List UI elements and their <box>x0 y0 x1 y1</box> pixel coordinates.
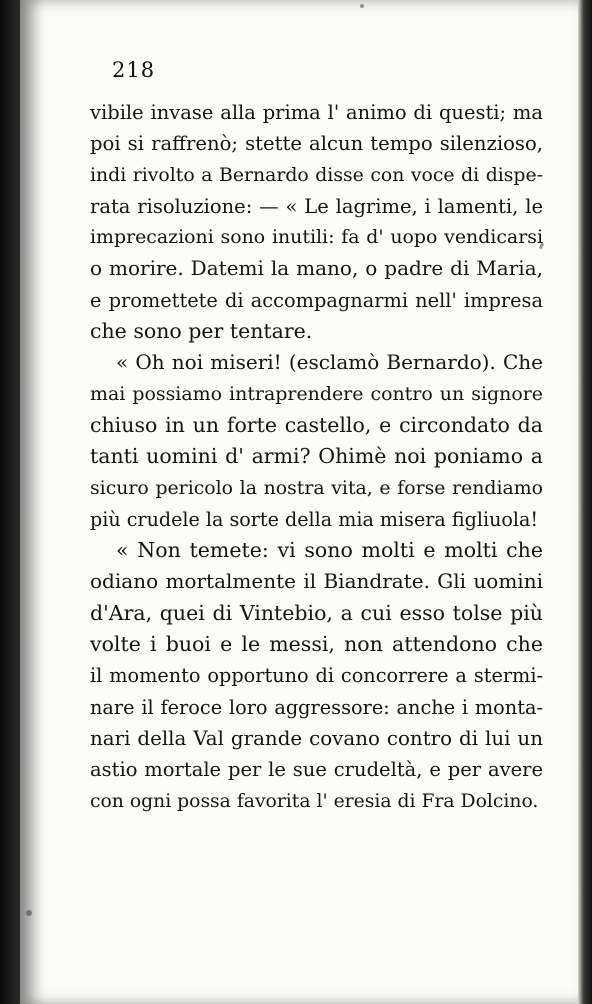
text-line: o morire. Datemi la mano, o padre di Maria, <box>90 256 543 281</box>
page-number: 218 <box>112 58 156 82</box>
body-text <box>90 97 543 817</box>
text-line: vibile invase alla prima l' animo di questi; ma <box>90 101 543 124</box>
text-line: indi rivolto a Bernardo disse con voce di dispe- <box>90 164 543 186</box>
text-line: imprecazioni sono inutili: fa d' uopo vendicarsi <box>90 226 543 249</box>
text-line: poi si raffrenò; stette alcun tempo silenzioso, <box>90 132 543 156</box>
text-line: il momento opportuno di concorrere a stermi- <box>90 664 543 688</box>
text-line: chiuso in un forte castello, e circondato da <box>90 412 543 437</box>
text-line: volte i buoi e le messi, non attendono che <box>90 632 543 657</box>
text-line: « Non temete: vi sono molti e molti che <box>116 538 543 563</box>
text-line: nare il feroce loro aggressore: anche i monta- <box>90 695 543 719</box>
text-line: rata risoluzione: — « Le lagrime, i lamenti, le <box>90 194 543 218</box>
text-line: tanti uomini d' armi? Ohimè noi poniamo a <box>90 444 543 469</box>
text-line: odiano mortalmente il Biandrate. Gli uomini <box>90 569 543 594</box>
book-spine-shadow <box>0 0 20 1004</box>
text-line: sicuro pericolo la nostra vita, e forse rendiamo <box>90 476 543 499</box>
text-line: nari della Val grande covano contro di lui un <box>90 726 543 750</box>
text-line: che sono per tentare. <box>90 319 313 344</box>
text-line: con ogni possa favorita l' eresia di Fra Dolcino. <box>90 790 539 812</box>
paper-speck <box>360 4 364 8</box>
page-edge-shadow <box>578 0 592 1004</box>
text-line: mai possiamo intraprendere contro un signore <box>90 382 543 405</box>
paper-speck <box>26 910 32 916</box>
text-line: « Oh noi miseri! (esclamò Bernardo). Che <box>116 350 543 375</box>
text-line: astio mortale per le sue crudeltà, e per avere <box>90 758 543 782</box>
text-line: più crudele la sorte della mia misera figliuola! <box>90 507 539 531</box>
text-line: e promettete di accompagnarmi nell' impresa <box>90 288 543 312</box>
text-line: d'Ara, quei di Vintebio, a cui esso tolse più <box>90 600 543 625</box>
